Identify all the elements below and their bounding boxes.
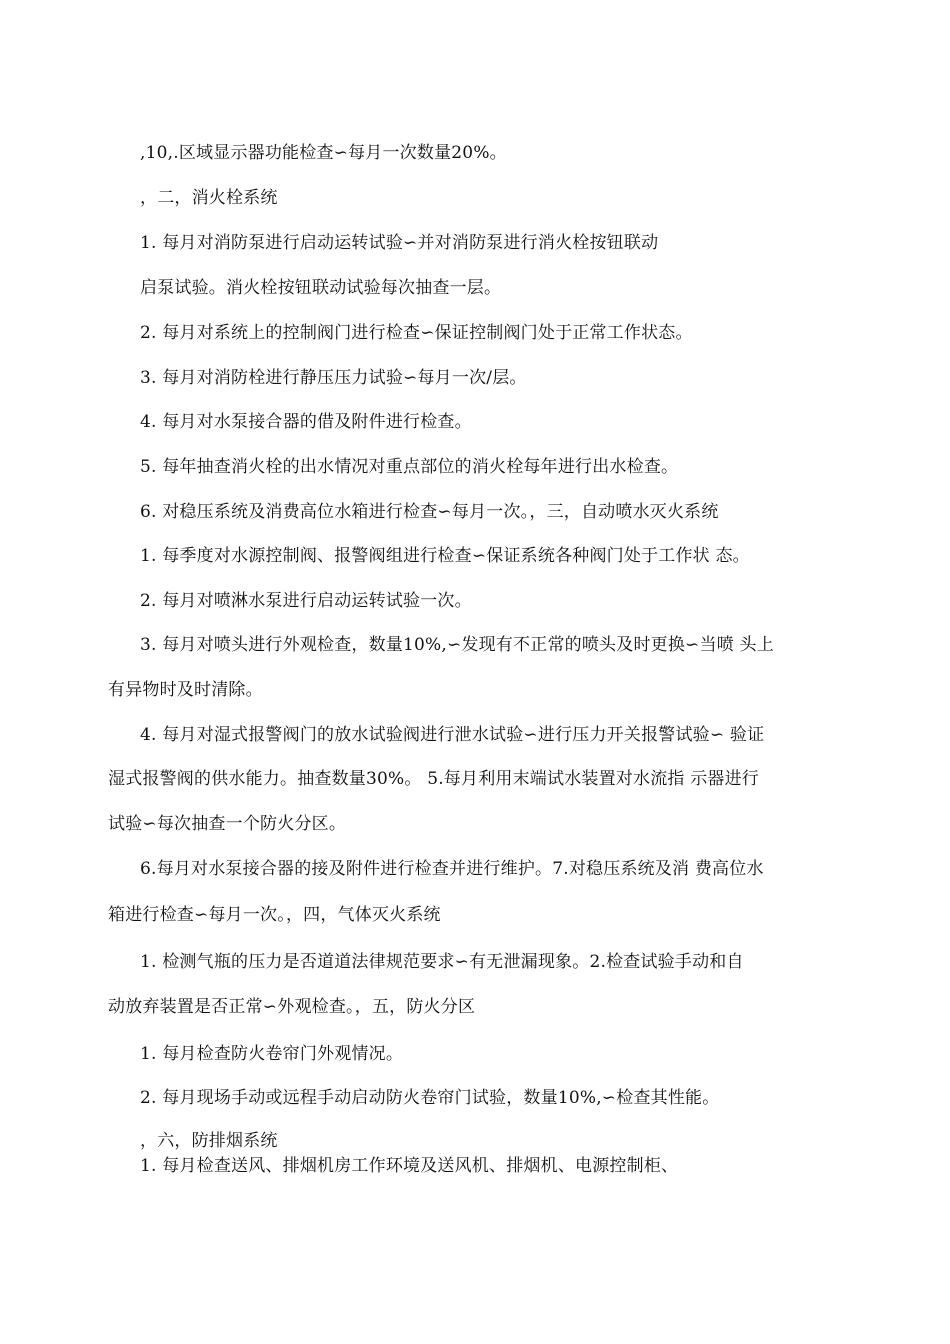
text-line-7: 4. 每月对水泵接合器的借及附件进行检查。: [140, 412, 472, 432]
text-line-12: 3. 每月对喷头进行外观检查，数量10%,∽发现有不正常的喷头及时更换∽当喷 头上: [140, 635, 774, 655]
text-line-9: 6. 对稳压系统及消费高位水箱进行检查∽每月一次。，三，自动喷水灭火系统: [140, 502, 719, 522]
text-line-10: 1. 每季度对水源控制阀、报警阀组进行检查∽保证系统各种阀门处于工作状 态。: [140, 546, 750, 566]
text-line-3: 1. 每月对消防泵进行启动运转试验∽并对消防泵进行消火栓按钮联动: [140, 233, 659, 253]
text-line-5: 2. 每月对系统上的控制阀门进行检查∽保证控制阀门处于正常工作状态。: [140, 323, 693, 343]
text-line-4: 启泵试验。消火栓按钮联动试验每次抽查一层。: [140, 278, 502, 298]
text-line-8: 5. 每年抽查消火栓的出水情况对重点部位的消火栓每年进行出水检查。: [140, 457, 679, 477]
text-line-22: 2. 每月现场手动或远程手动启动防火卷帘门试验，数量10%,∽检查其性能。: [140, 1088, 720, 1108]
text-line-6: 3. 每月对消防栓进行静压压力试验∽每月一次/层。: [140, 368, 527, 388]
text-line-16: 试验∽每次抽查一个防火分区。: [108, 814, 347, 834]
text-line-1: ,10,.区域显示器功能检查∽每月一次数量20%。: [140, 143, 507, 163]
text-line-13: 有异物时及时清除。: [108, 680, 263, 700]
text-line-21: 1. 每月检查防火卷帘门外观情况。: [140, 1044, 404, 1064]
section-heading-fire-hydrant: ，二，消火栓系统: [140, 188, 278, 208]
text-line-14: 4. 每月对湿式报警阀门的放水试验阀进行泄水试验∽进行压力开关报警试验∽ 验证: [140, 725, 765, 745]
text-line-17: 6.每月对水泵接合器的接及附件进行检查并进行维护。7.对稳压系统及消 费高位水: [140, 859, 764, 879]
text-line-20: 动放弃装置是否正常∽外观检查。，五，防火分区: [108, 997, 476, 1017]
text-line-19: 1. 检测气瓶的压力是否道道法律规范要求∽有无泄漏现象。2.检查试验手动和自: [140, 952, 744, 972]
text-line-11: 2. 每月对喷淋水泵进行启动运转试验一次。: [140, 591, 472, 611]
text-line-24: 1. 每月检查送风、排烟机房工作环境及送风机、排烟机、电源控制柜、: [140, 1156, 679, 1176]
text-line-15: 湿式报警阀的供水能力。抽查数量30%。 5.每月利用末端试水装置对水流指 示器进行: [108, 769, 760, 789]
text-line-18: 箱进行检查∽每月一次。，四，气体灭火系统: [108, 905, 441, 925]
section-heading-smoke-control: ，六，防排烟系统: [140, 1131, 278, 1151]
